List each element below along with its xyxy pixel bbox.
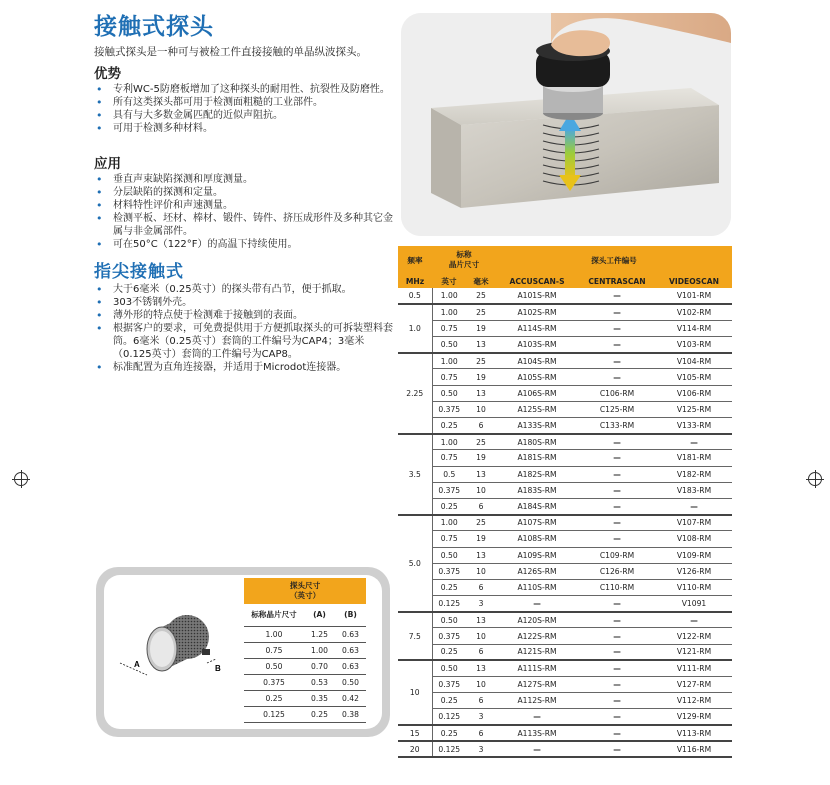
table-cell: 1.25 bbox=[304, 626, 335, 642]
table-cell: — bbox=[578, 434, 656, 450]
table-cell: 6 bbox=[466, 498, 496, 514]
table-cell: 0.375 bbox=[244, 674, 304, 690]
table-cell: A184S-RM bbox=[496, 498, 578, 514]
table-row bbox=[398, 320, 732, 336]
table-row bbox=[398, 337, 732, 353]
freq-cell: 10 bbox=[398, 660, 432, 725]
table-cell: — bbox=[578, 709, 656, 725]
table-row bbox=[398, 498, 732, 514]
table-row bbox=[398, 709, 732, 725]
table-cell: C110-RM bbox=[578, 579, 656, 595]
freq-cell: 2.25 bbox=[398, 353, 432, 434]
table-cell: A109S-RM bbox=[496, 547, 578, 563]
table-cell: 0.125 bbox=[432, 741, 466, 757]
table-row bbox=[398, 677, 732, 693]
table-row bbox=[398, 482, 732, 498]
header-inch: 英寸 bbox=[432, 274, 466, 288]
table-cell: 0.75 bbox=[432, 369, 466, 385]
page-title: 接触式探头 bbox=[94, 14, 214, 40]
freq-cell: 7.5 bbox=[398, 612, 432, 661]
table-row bbox=[398, 531, 732, 547]
table-cell: 6 bbox=[466, 579, 496, 595]
table-cell: 1.00 bbox=[432, 304, 466, 320]
header-part: 探头工件编号 bbox=[496, 246, 732, 274]
header-accuscan: ACCUSCAN-S bbox=[496, 274, 578, 288]
table-cell: V133-RM bbox=[656, 418, 732, 434]
table-row bbox=[398, 660, 732, 676]
size-table bbox=[244, 578, 366, 723]
table-row bbox=[244, 626, 366, 642]
table-row bbox=[398, 401, 732, 417]
registration-mark-left bbox=[14, 472, 28, 486]
table-cell: V1091 bbox=[656, 596, 732, 612]
table-cell: A181S-RM bbox=[496, 450, 578, 466]
list-item: • 具有与大多数金属匹配的近似声阻抗。 bbox=[94, 109, 399, 122]
registration-mark-right bbox=[808, 472, 822, 486]
table-cell: 0.25 bbox=[432, 418, 466, 434]
table-cell: 0.375 bbox=[432, 563, 466, 579]
table-cell: V127-RM bbox=[656, 677, 732, 693]
table-cell: — bbox=[496, 709, 578, 725]
table-cell: — bbox=[578, 515, 656, 531]
table-cell: 13 bbox=[466, 466, 496, 482]
table-cell: V125-RM bbox=[656, 401, 732, 417]
intro-text: 接触式探头是一种可与被检工件直接接触的单晶纵波探头。 bbox=[94, 46, 367, 58]
table-cell: A104S-RM bbox=[496, 353, 578, 369]
list-item: • 垂直声束缺陷探测和厚度测量。 bbox=[94, 173, 399, 186]
table-cell: — bbox=[578, 531, 656, 547]
list-item: • 大于6毫米（0.25英寸）的探头带有凸节，便于抓取。 bbox=[94, 283, 399, 296]
table-row bbox=[398, 515, 732, 531]
table-cell: — bbox=[578, 498, 656, 514]
table-cell: 25 bbox=[466, 304, 496, 320]
table-cell: V112-RM bbox=[656, 693, 732, 709]
list-item: • 可在50°C（122°F）的高温下持续使用。 bbox=[94, 238, 399, 251]
table-cell: C133-RM bbox=[578, 418, 656, 434]
table-cell: — bbox=[578, 596, 656, 612]
table-row bbox=[398, 644, 732, 660]
table-cell: 1.00 bbox=[432, 515, 466, 531]
table-cell: 0.25 bbox=[244, 690, 304, 706]
table-cell: 19 bbox=[466, 320, 496, 336]
table-cell: 0.50 bbox=[432, 547, 466, 563]
size-col-header: (A) bbox=[304, 604, 335, 626]
table-row bbox=[244, 706, 366, 722]
table-cell: V107-RM bbox=[656, 515, 732, 531]
table-cell: 0.50 bbox=[432, 612, 466, 628]
table-cell: V126-RM bbox=[656, 563, 732, 579]
table-cell: 0.75 bbox=[432, 531, 466, 547]
table-cell: V121-RM bbox=[656, 644, 732, 660]
table-cell: — bbox=[578, 660, 656, 676]
table-cell: 0.375 bbox=[432, 482, 466, 498]
table-row bbox=[244, 674, 366, 690]
table-cell: — bbox=[656, 434, 732, 450]
table-cell: V106-RM bbox=[656, 385, 732, 401]
table-cell: 19 bbox=[466, 369, 496, 385]
table-cell: 0.25 bbox=[432, 498, 466, 514]
table-cell: 0.42 bbox=[335, 690, 366, 706]
table-cell: V183-RM bbox=[656, 482, 732, 498]
table-cell: — bbox=[578, 450, 656, 466]
table-cell: 0.25 bbox=[432, 725, 466, 741]
table-cell: 0.375 bbox=[432, 401, 466, 417]
table-cell: 0.125 bbox=[432, 709, 466, 725]
table-cell: 0.125 bbox=[432, 596, 466, 612]
table-row bbox=[398, 466, 732, 482]
table-cell: 0.63 bbox=[335, 626, 366, 642]
table-row bbox=[398, 304, 732, 320]
table-cell: V111-RM bbox=[656, 660, 732, 676]
table-cell: A122S-RM bbox=[496, 628, 578, 644]
table-cell: A102S-RM bbox=[496, 304, 578, 320]
table-row bbox=[398, 579, 732, 595]
table-cell: 25 bbox=[466, 434, 496, 450]
table-cell: A107S-RM bbox=[496, 515, 578, 531]
table-row bbox=[398, 725, 732, 741]
table-cell: 3 bbox=[466, 596, 496, 612]
table-cell: A133S-RM bbox=[496, 418, 578, 434]
table-cell: 0.25 bbox=[432, 579, 466, 595]
table-cell: — bbox=[656, 612, 732, 628]
table-cell: V104-RM bbox=[656, 353, 732, 369]
table-row bbox=[244, 642, 366, 658]
table-cell: — bbox=[578, 337, 656, 353]
table-cell: A120S-RM bbox=[496, 612, 578, 628]
probe-diagram bbox=[112, 605, 232, 690]
table-row bbox=[398, 369, 732, 385]
table-row bbox=[244, 658, 366, 674]
table-row bbox=[398, 547, 732, 563]
header-size: 标称 晶片尺寸 bbox=[432, 246, 496, 274]
table-cell: — bbox=[578, 644, 656, 660]
list-item: • 所有这类探头都可用于检测面粗糙的工业部件。 bbox=[94, 96, 399, 109]
table-cell: A125S-RM bbox=[496, 401, 578, 417]
table-cell: 0.50 bbox=[335, 674, 366, 690]
table-cell: C109-RM bbox=[578, 547, 656, 563]
table-cell: V101-RM bbox=[656, 288, 732, 304]
table-row bbox=[398, 385, 732, 401]
table-cell: — bbox=[496, 596, 578, 612]
table-cell: — bbox=[578, 304, 656, 320]
table-row bbox=[398, 693, 732, 709]
header-mhz: MHz bbox=[398, 274, 432, 288]
table-cell: V105-RM bbox=[656, 369, 732, 385]
header-freq: 频率 bbox=[398, 246, 432, 274]
header-centrascan: CENTRASCAN bbox=[578, 274, 656, 288]
table-cell: A105S-RM bbox=[496, 369, 578, 385]
table-cell: 0.125 bbox=[244, 706, 304, 722]
applications-heading: 应用 bbox=[94, 156, 121, 172]
table-cell: 6 bbox=[466, 725, 496, 741]
table-cell: A106S-RM bbox=[496, 385, 578, 401]
table-cell: 3 bbox=[466, 709, 496, 725]
table-cell: — bbox=[578, 628, 656, 644]
table-row bbox=[398, 563, 732, 579]
table-cell: V181-RM bbox=[656, 450, 732, 466]
fingertip-list bbox=[94, 283, 399, 374]
header-mm: 毫米 bbox=[466, 274, 496, 288]
freq-cell: 3.5 bbox=[398, 434, 432, 515]
size-col-header: 标称晶片尺寸 bbox=[244, 604, 304, 626]
table-cell: 0.75 bbox=[244, 642, 304, 658]
freq-cell: 5.0 bbox=[398, 515, 432, 612]
table-cell: A182S-RM bbox=[496, 466, 578, 482]
table-cell: V108-RM bbox=[656, 531, 732, 547]
table-row bbox=[398, 418, 732, 434]
table-cell: 10 bbox=[466, 563, 496, 579]
table-cell: 1.00 bbox=[432, 434, 466, 450]
table-cell: 25 bbox=[466, 353, 496, 369]
table-cell: 0.25 bbox=[304, 706, 335, 722]
table-cell: 25 bbox=[466, 288, 496, 304]
advantages-heading: 优势 bbox=[94, 66, 121, 82]
table-cell: 0.35 bbox=[304, 690, 335, 706]
table-cell: 1.00 bbox=[304, 642, 335, 658]
table-cell: 0.75 bbox=[432, 320, 466, 336]
table-row bbox=[398, 288, 732, 304]
table-cell: A114S-RM bbox=[496, 320, 578, 336]
table-cell: 0.25 bbox=[432, 644, 466, 660]
table-cell: 0.38 bbox=[335, 706, 366, 722]
table-cell: C106-RM bbox=[578, 385, 656, 401]
table-cell: V113-RM bbox=[656, 725, 732, 741]
table-cell: — bbox=[578, 320, 656, 336]
table-cell: A110S-RM bbox=[496, 579, 578, 595]
table-cell: 1.00 bbox=[432, 353, 466, 369]
table-cell: 25 bbox=[466, 515, 496, 531]
table-cell: 10 bbox=[466, 482, 496, 498]
table-cell: A183S-RM bbox=[496, 482, 578, 498]
freq-cell: 1.0 bbox=[398, 304, 432, 353]
table-cell: V109-RM bbox=[656, 547, 732, 563]
table-cell: A111S-RM bbox=[496, 660, 578, 676]
list-item: • 可用于检测多种材料。 bbox=[94, 122, 399, 135]
applications-list bbox=[94, 173, 399, 251]
table-cell: 0.375 bbox=[432, 628, 466, 644]
table-cell: — bbox=[578, 288, 656, 304]
table-cell: 19 bbox=[466, 450, 496, 466]
list-item: • 薄外形的特点使于检测难于接触到的表面。 bbox=[94, 309, 399, 322]
table-cell: V114-RM bbox=[656, 320, 732, 336]
table-cell: 0.5 bbox=[432, 466, 466, 482]
table-row bbox=[244, 690, 366, 706]
header-videoscan: VIDEOSCAN bbox=[656, 274, 732, 288]
table-cell: 1.00 bbox=[432, 288, 466, 304]
table-cell: 0.75 bbox=[432, 450, 466, 466]
label-a: A bbox=[134, 660, 140, 669]
table-cell: 1.00 bbox=[244, 626, 304, 642]
table-cell: A180S-RM bbox=[496, 434, 578, 450]
table-cell: 19 bbox=[466, 531, 496, 547]
table-row bbox=[398, 741, 732, 757]
table-cell: — bbox=[578, 693, 656, 709]
table-cell: 0.63 bbox=[335, 658, 366, 674]
freq-cell: 0.5 bbox=[398, 288, 432, 304]
table-cell: A126S-RM bbox=[496, 563, 578, 579]
table-cell: 13 bbox=[466, 337, 496, 353]
table-cell: V102-RM bbox=[656, 304, 732, 320]
table-cell: A127S-RM bbox=[496, 677, 578, 693]
table-cell: V129-RM bbox=[656, 709, 732, 725]
table-cell: — bbox=[578, 677, 656, 693]
table-cell: C126-RM bbox=[578, 563, 656, 579]
table-cell: 13 bbox=[466, 385, 496, 401]
list-item: • 专利WC-5防磨板增加了这种探头的耐用性、抗裂性及防磨性。 bbox=[94, 83, 399, 96]
table-cell: — bbox=[656, 498, 732, 514]
probe-part-table bbox=[398, 246, 732, 758]
list-item: • 材料特性评价和声速测量。 bbox=[94, 199, 399, 212]
size-col-header: (B) bbox=[335, 604, 366, 626]
table-row bbox=[398, 353, 732, 369]
table-row bbox=[398, 628, 732, 644]
table-cell: 6 bbox=[466, 693, 496, 709]
table-cell: — bbox=[496, 741, 578, 757]
table-cell: — bbox=[578, 466, 656, 482]
table-cell: 10 bbox=[466, 401, 496, 417]
table-cell: 0.25 bbox=[432, 693, 466, 709]
list-item: • 根据客户的要求，可免费提供用于方便抓取探头的可拆装塑料套筒。6毫米（0.25英寸）套筒的工件编号为CAP4；3毫米（0.125英寸）套筒的工件编号为CAP8。 bbox=[94, 322, 399, 361]
table-cell: 0.53 bbox=[304, 674, 335, 690]
label-b: B bbox=[215, 664, 221, 673]
table-cell: — bbox=[578, 353, 656, 369]
table-cell: 6 bbox=[466, 418, 496, 434]
table-cell: A112S-RM bbox=[496, 693, 578, 709]
fingertip-heading: 指尖接触式 bbox=[94, 262, 184, 282]
table-cell: 0.50 bbox=[432, 660, 466, 676]
table-cell: — bbox=[578, 482, 656, 498]
table-cell: 13 bbox=[466, 547, 496, 563]
table-cell: V103-RM bbox=[656, 337, 732, 353]
list-item: • 检测平板、坯材、棒材、锻件、铸件、挤压成形件及多种其它金属与非金属部件。 bbox=[94, 212, 399, 238]
table-cell: V110-RM bbox=[656, 579, 732, 595]
table-row bbox=[398, 434, 732, 450]
table-cell: 10 bbox=[466, 677, 496, 693]
table-cell: A113S-RM bbox=[496, 725, 578, 741]
table-cell: 13 bbox=[466, 660, 496, 676]
table-cell: A121S-RM bbox=[496, 644, 578, 660]
table-cell: 3 bbox=[466, 741, 496, 757]
list-item: • 标准配置为直角连接器，并适用于Microdot连接器。 bbox=[94, 361, 399, 374]
table-cell: V182-RM bbox=[656, 466, 732, 482]
table-row bbox=[398, 450, 732, 466]
table-cell: V122-RM bbox=[656, 628, 732, 644]
table-cell: A108S-RM bbox=[496, 531, 578, 547]
list-item: • 303不锈钢外壳。 bbox=[94, 296, 399, 309]
table-cell: 0.50 bbox=[244, 658, 304, 674]
table-row bbox=[398, 612, 732, 628]
freq-cell: 15 bbox=[398, 725, 432, 741]
freq-cell: 20 bbox=[398, 741, 432, 757]
table-cell: V116-RM bbox=[656, 741, 732, 757]
table-cell: 0.63 bbox=[335, 642, 366, 658]
table-cell: 0.70 bbox=[304, 658, 335, 674]
size-table-heading: 探头尺寸 （英寸） bbox=[244, 578, 366, 604]
table-cell: 0.375 bbox=[432, 677, 466, 693]
table-cell: 0.50 bbox=[432, 337, 466, 353]
table-cell: — bbox=[578, 741, 656, 757]
table-cell: — bbox=[578, 612, 656, 628]
table-cell: — bbox=[578, 725, 656, 741]
table-cell: 13 bbox=[466, 612, 496, 628]
advantages-list bbox=[94, 83, 399, 135]
table-cell: A101S-RM bbox=[496, 288, 578, 304]
list-item: • 分层缺陷的探测和定量。 bbox=[94, 186, 399, 199]
table-cell: 6 bbox=[466, 644, 496, 660]
table-cell: 10 bbox=[466, 628, 496, 644]
table-cell: 0.50 bbox=[432, 385, 466, 401]
table-cell: A103S-RM bbox=[496, 337, 578, 353]
table-cell: — bbox=[578, 369, 656, 385]
table-cell: C125-RM bbox=[578, 401, 656, 417]
probe-photo bbox=[401, 13, 731, 236]
table-row bbox=[398, 596, 732, 612]
